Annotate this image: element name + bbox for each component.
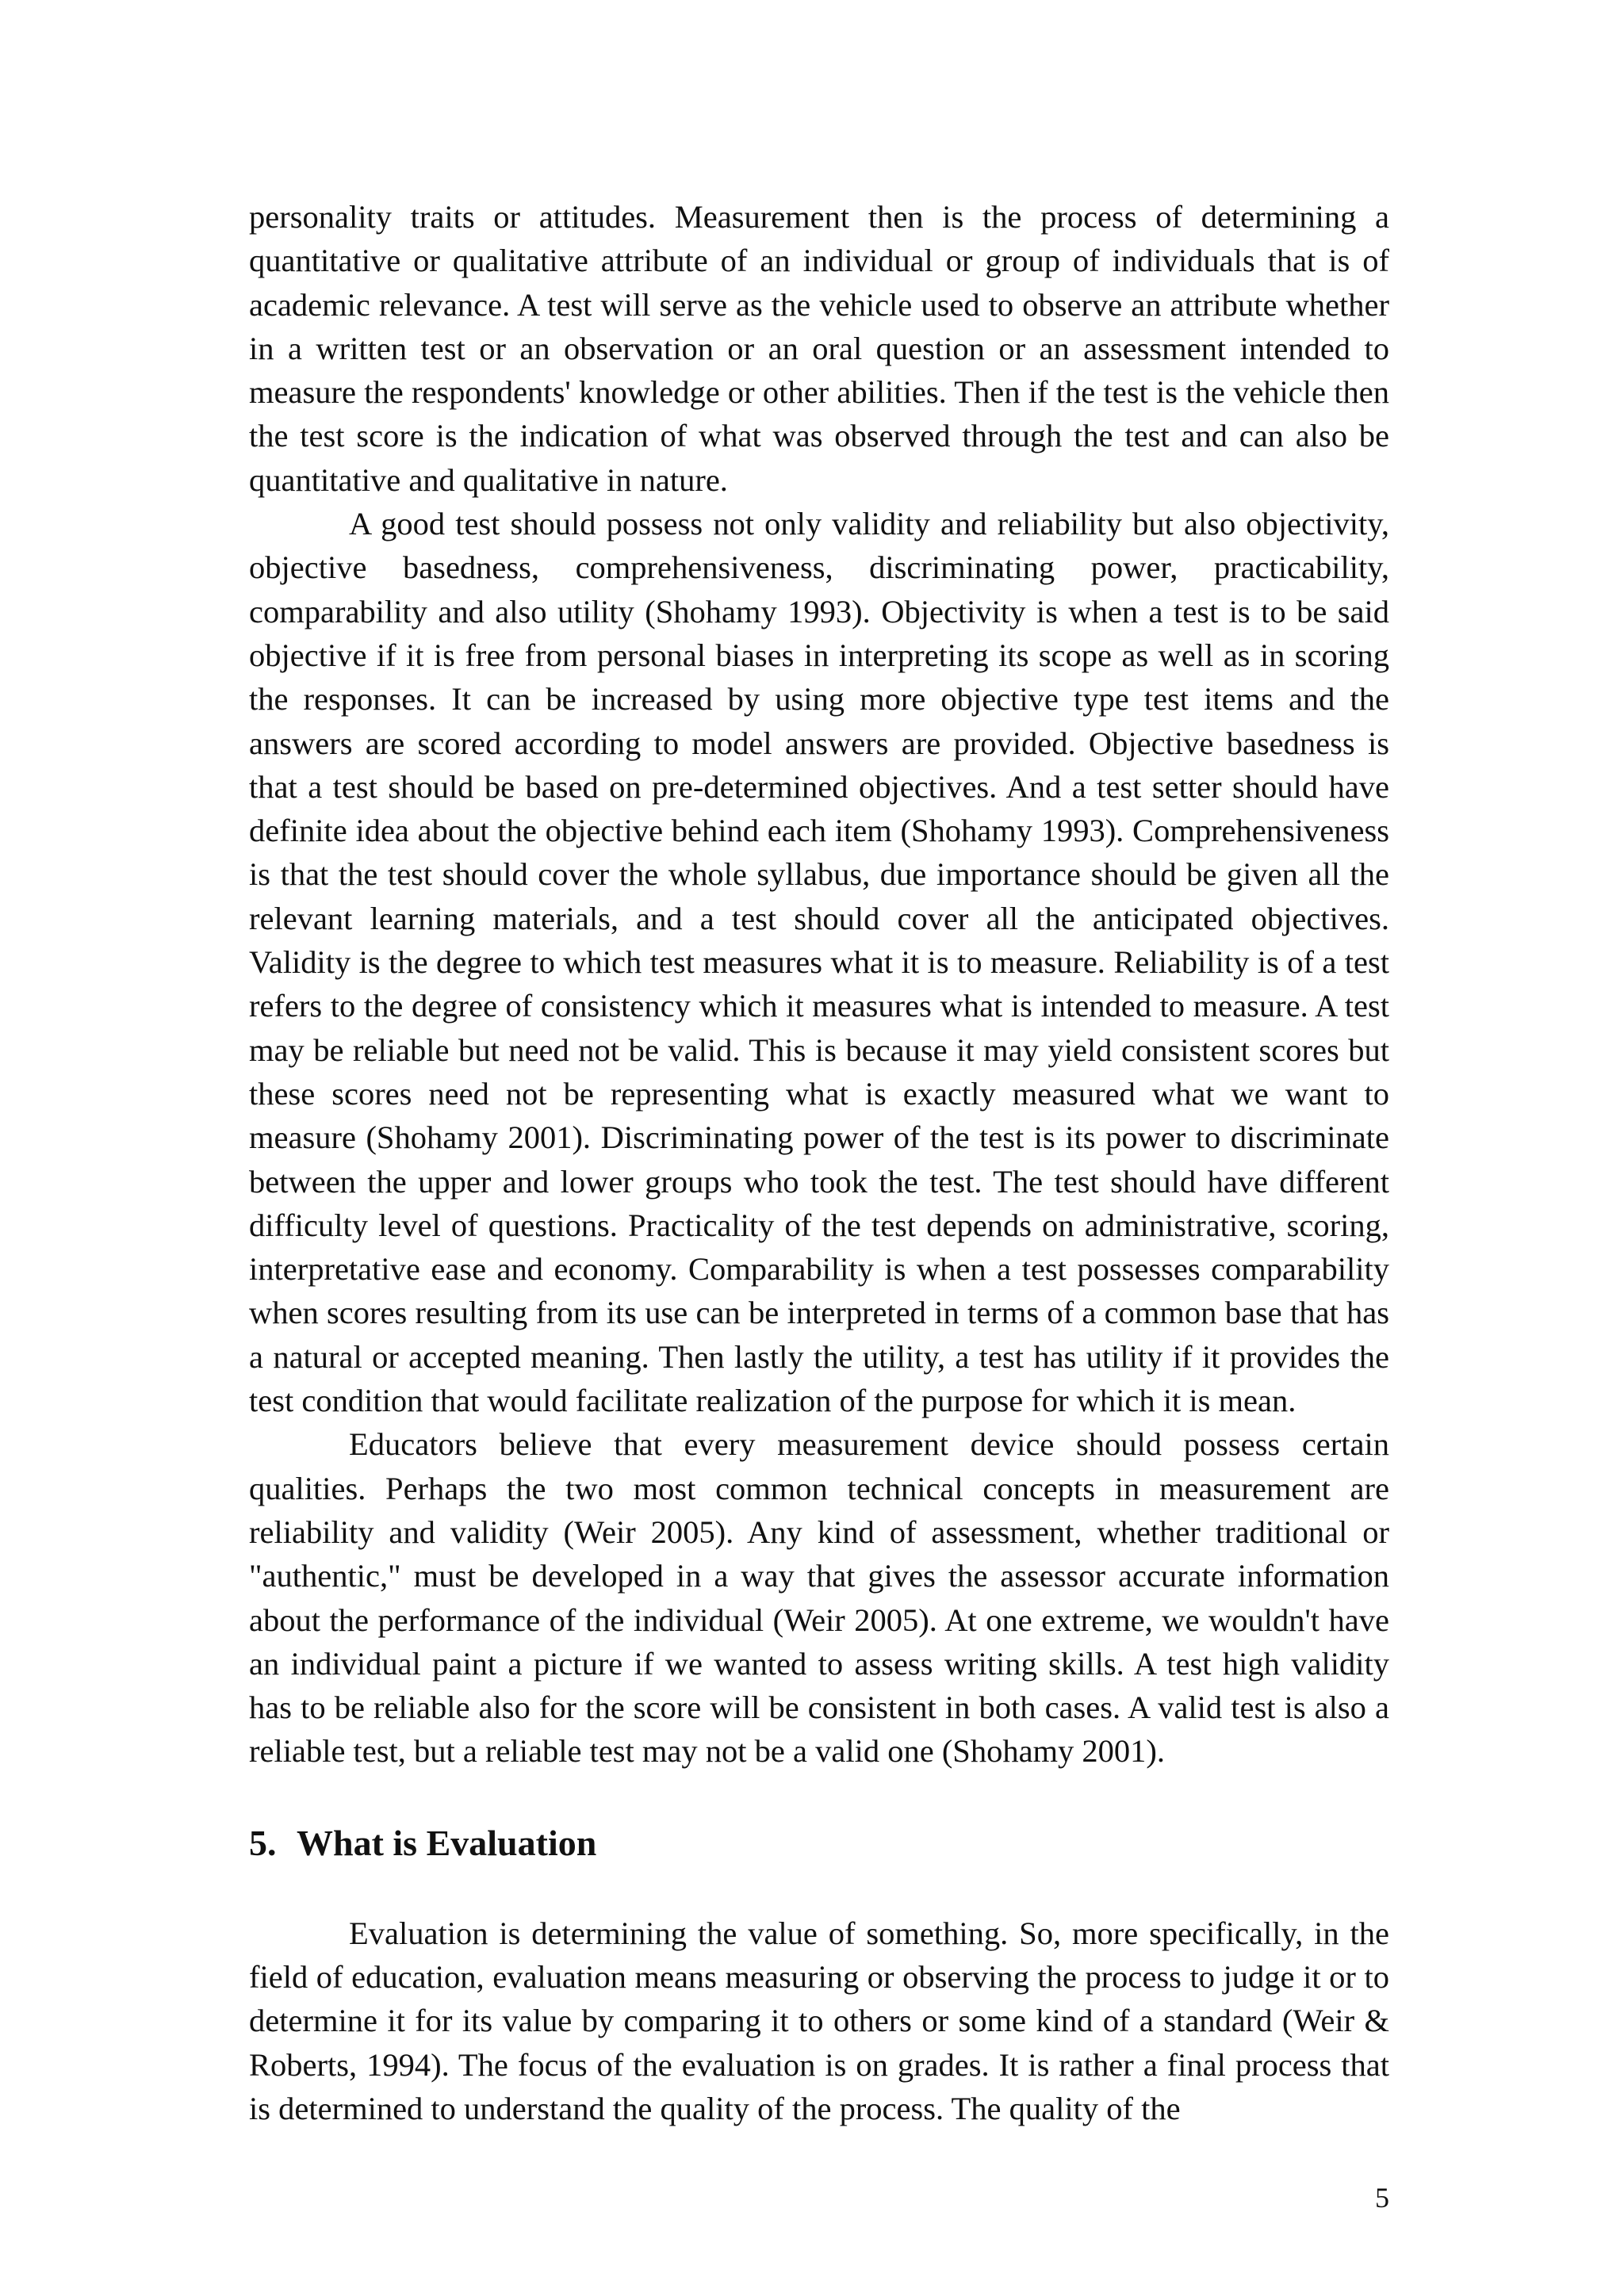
section-heading bbox=[249, 1820, 1389, 1867]
paragraph-educators: Educators believe that every measurement device should possess certain qualities. Perhaps the two most common technical concepts in measurement are reliability and validity (Weir 2005). Any kind of assessment, whether traditional or "authentic," must be developed in a way that gives the assessor accurate information about the performance of the individual (Weir 2005). At one extreme, we wouldn't have an individual paint a picture if we wanted to assess writing skills. A test high validity has to be reliable also for the score will be consistent in both cases. A valid test is also a reliable test, but a reliable test may not be a valid one (Shohamy 2001). bbox=[249, 1426, 1389, 1770]
paragraph-measurement: personality traits or attitudes. Measurement then is the process of determining a quantitative or qualitative attribute of an individual or group of individuals that is of academic relevance. A test will serve as the vehicle used to observe an attribute whether in a written test or an observation or an oral question or an assessment intended to measure the respondents' knowledge or other abilities. Then if the test is the vehicle then the test score is the indication of what was observed through the test and can also be quantitative and qualitative in nature. bbox=[249, 199, 1389, 498]
section-number: 5. bbox=[249, 1822, 277, 1863]
section-title: What is Evaluation bbox=[297, 1822, 597, 1863]
page-number: 5 bbox=[1375, 2182, 1389, 2214]
body-text bbox=[249, 195, 1389, 2130]
paragraph-evaluation: Evaluation is determining the value of something. So, more specifically, in the field of education, evaluation means measuring or observing the process to judge it or to determine it for its value by comparing it to others or some kind of a standard (Weir & Roberts, 1994). The focus of the evaluation is on grades. It is rather a final process that is determined to understand the quality of the process. The quality of the bbox=[249, 1915, 1389, 2126]
paragraph-good-test: A good test should possess not only validity and reliability but also objectivity, objective basedness, comprehensiveness, discriminating power, practicability, comparability and also utility (Shohamy 1993). Objectivity is when a test is to be said objective if it is free from personal biases in interpreting its scope as well as in scoring the responses. It can be increased by using more objective type test items and the answers are scored according to model answers are provided. Objective basedness is that a test should be based on pre-determined objectives. And a test setter should have definite idea about the objective behind each item (Shohamy 1993). Comprehensiveness is that the test should cover the whole syllabus, due importance should be given all the relevant learning materials, and a test should cover all the anticipated objectives. Validity is the degree to which test measures what it is to measure. Reliability is of a test refers to the degree of consistency which it measures what is intended to measure. A test may be reliable but need not be valid. This is because it may yield consistent scores but these scores need not be representing what is exactly measured what we want to measure (Shohamy 2001). Discriminating power of the test is its power to discriminate between the upper and lower groups who took the test. The test should have different difficulty level of questions. Practicality of the test depends on administrative, scoring, interpretative ease and economy. Comparability is when a test possesses comparability when scores resulting from its use can be interpreted in terms of a common base that has a natural or accepted meaning. Then lastly the utility, a test has utility if it provides the test condition that would facilitate realization of the purpose for which it is mean. bbox=[249, 506, 1389, 1419]
